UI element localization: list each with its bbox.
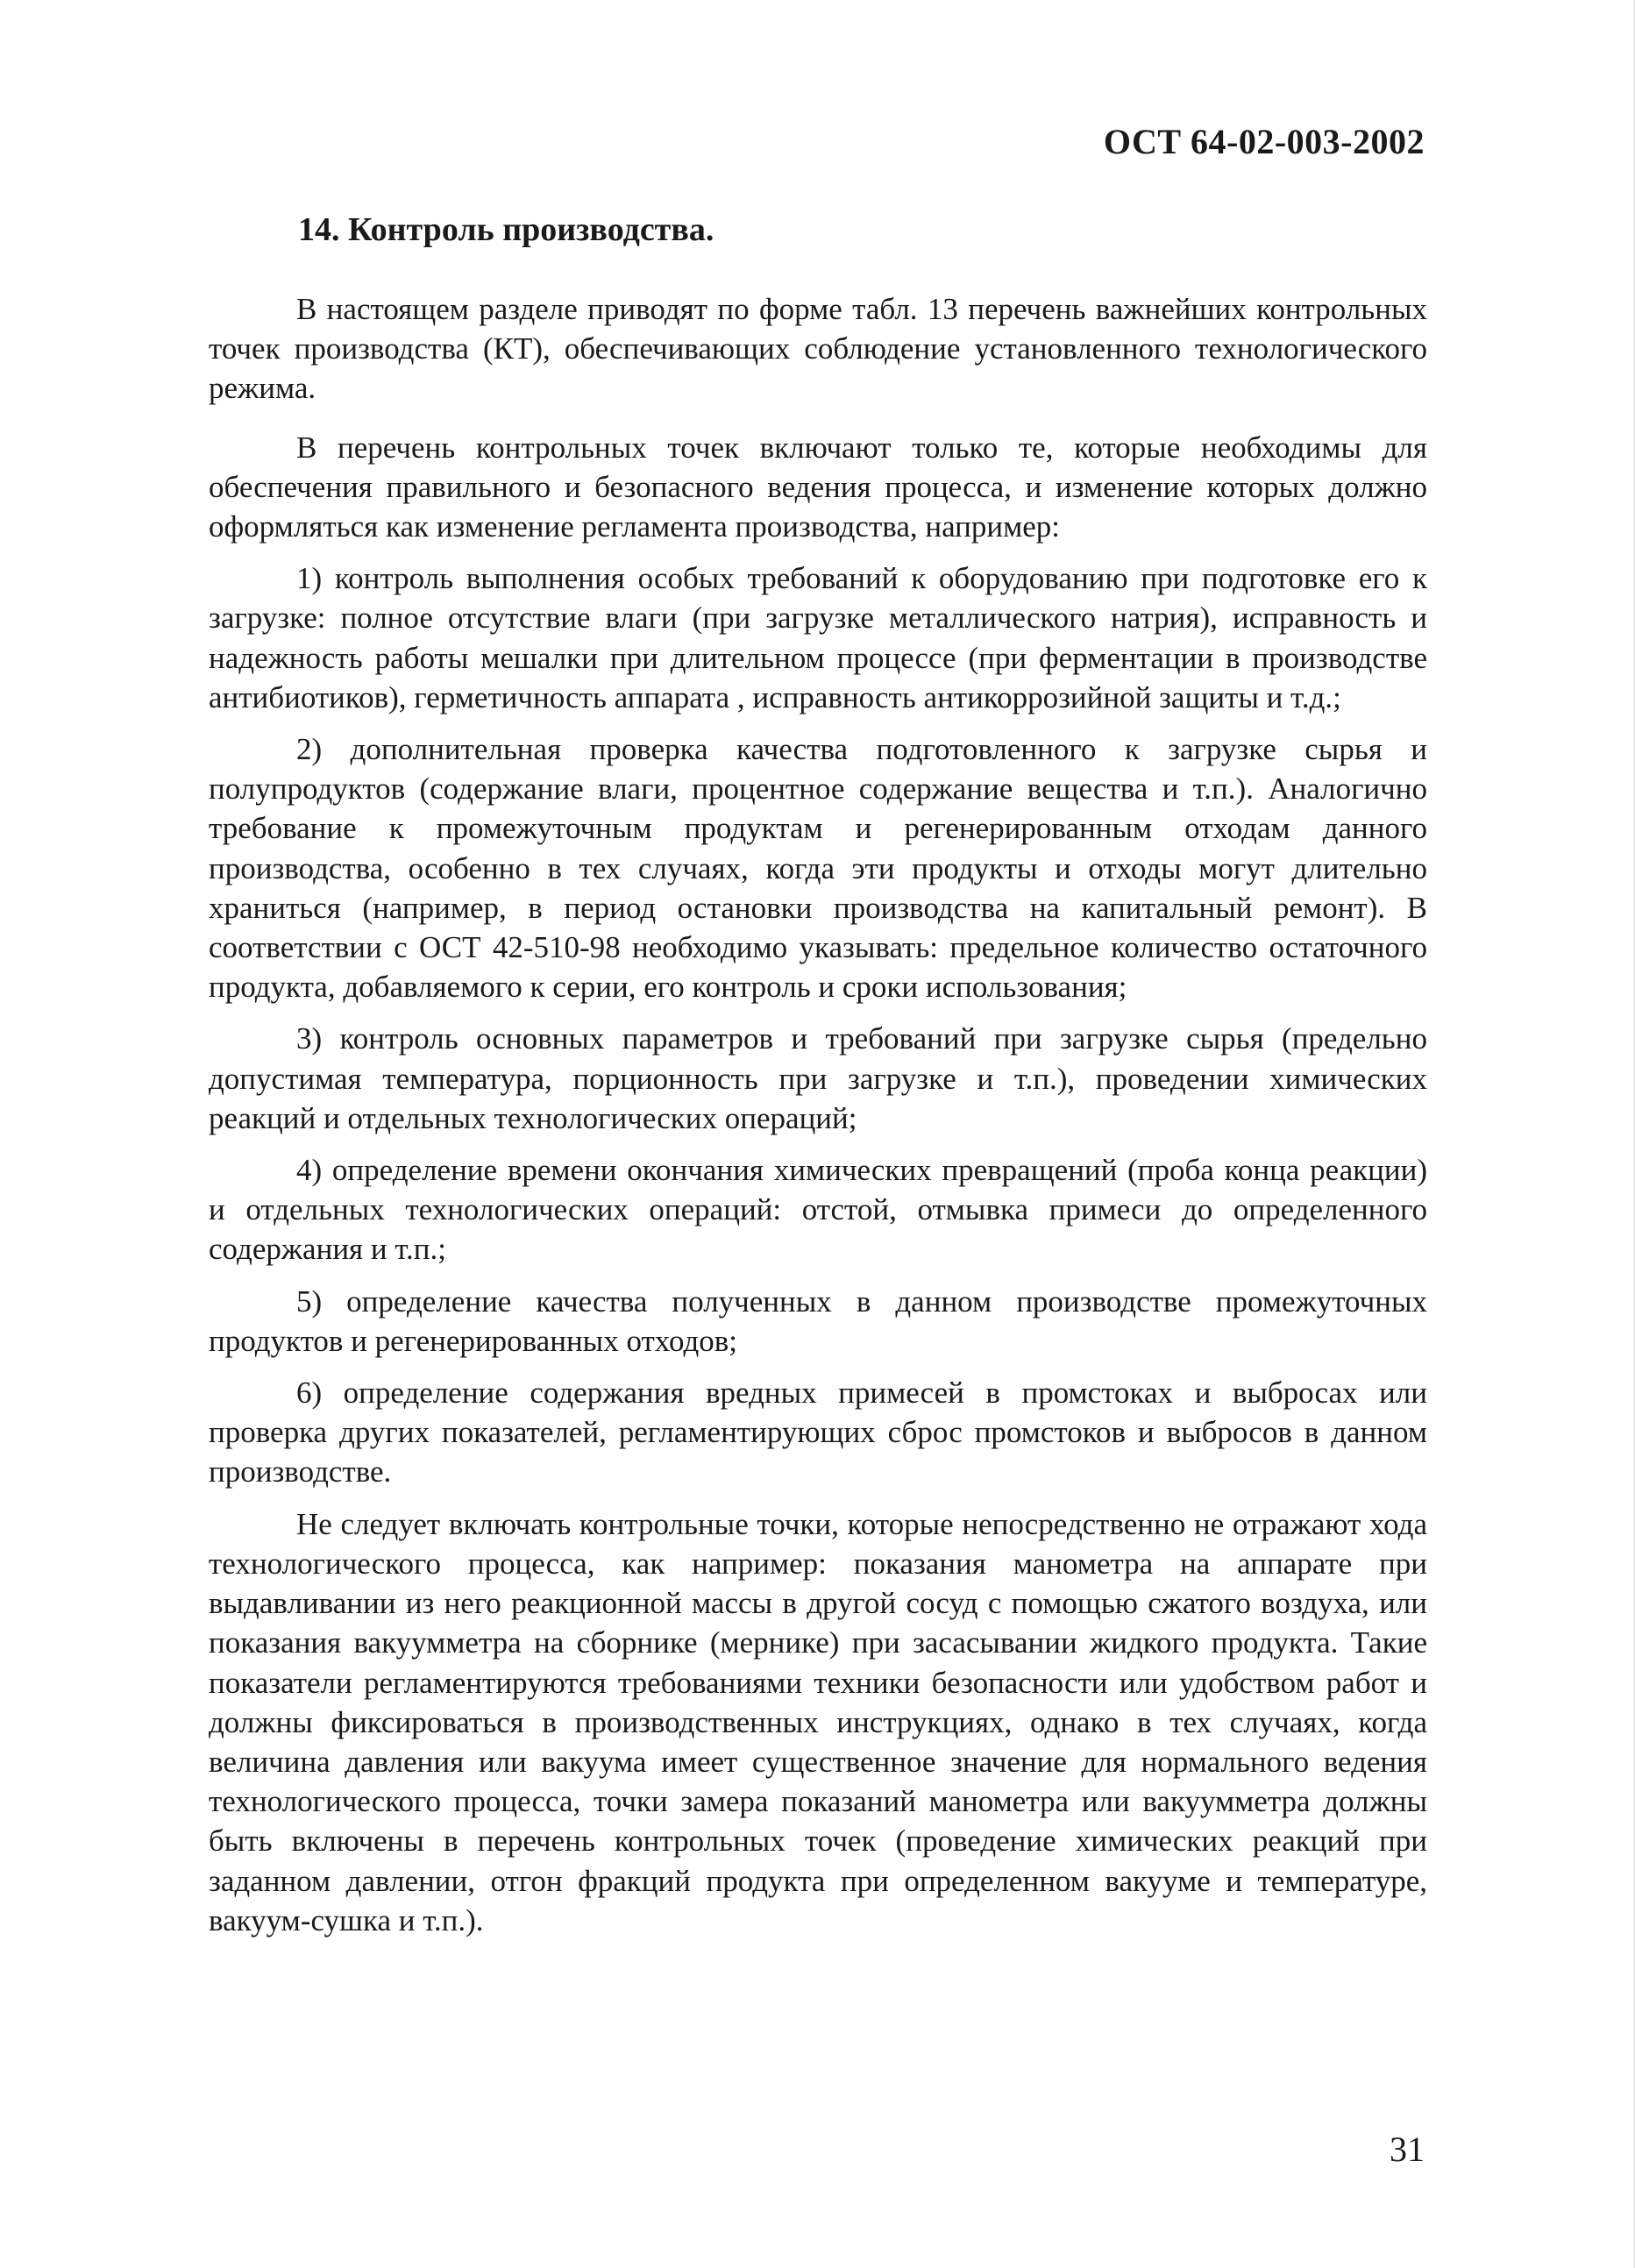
list-item-1-equipment-control: 1) контроль выполнения особых требований к оборудованию при подготовке его к загрузке: полное отсутствие влаги (при загрузке металлического натрия), исправность и надежность работы мешалки при длительном процессе (при ферментации в производстве антибиотиков), герметичность аппарата , исправность антикоррозийной защиты и т.д.; xyxy=(209,561,1427,715)
paragraph-exclusions: Не следует включать контрольные точки, которые непосредственно не отражают хода технологического процесса, как например: показания манометра на аппарате при выдавливании из него реакционной массы в другой сосуд с помощью сжатого воздуха, или показания вакуумметра на сборнике (мернике) при засасывании жидкого продукта. Такие показатели регламентируются требованиями техники безопасности или удобством работ и должны фиксироваться в производственных инструкциях, однако в тех случаях, когда величина давления или вакуума имеет существенное значение для нормального ведения технологического процесса, точки замера показаний манометра или вакуумметра должны быть включены в перечень контрольных точек (проведение химических реакций при заданном давлении, отгон фракций продукта при определенном вакууме и температуре, вакуум-сушка и т.п.). xyxy=(209,1506,1427,1937)
page-number: 31 xyxy=(1390,2129,1425,2169)
list-item-3-parameter-control: 3) контроль основных параметров и требований при загрузке сырья (предельно допустимая температура, порционность при загрузке и т.п.), проведении химических реакций и отдельных технологических операций; xyxy=(209,1021,1427,1135)
paragraph-intro: В настоящем разделе приводят по форме табл. 13 перечень важнейших контрольных точек производства (КТ), обеспечивающих соблюдение установленного технологического режима. xyxy=(209,292,1427,406)
list-item-2-raw-material-check: 2) дополнительная проверка качества подготовленного к загрузке сырья и полупродуктов (содержание влаги, процентное содержание вещества и т.п.). Аналогично требование к промежуточным продуктам и регенерированным отходам данного производства, особенно в тех случаях, когда эти продукты и отходы могут длительно храниться (например, в период остановки производства на капитальный ремонт). В соответствии с ОСТ 42-510-98 необходимо указывать: предельное количество остаточного продукта, добавляемого к серии, его контроль и сроки использования; xyxy=(209,732,1427,1005)
paragraph-checkpoints-scope: В перечень контрольных точек включают только те, которые необходимы для обеспечения правильного и безопасного ведения процесса, и изменение которых должно оформляться как изменение регламента производства, например: xyxy=(209,430,1427,544)
list-item-6-emissions: 6) определение содержания вредных примесей в промстоках и выбросах или проверка других показателей, регламентирующих сброс промстоков и выбросов в данном производстве. xyxy=(209,1376,1427,1489)
section-title: 14. Контроль производства. xyxy=(298,211,714,248)
document-code: ОСТ 64-02-003-2002 xyxy=(1103,122,1425,161)
list-item-4-reaction-end: 4) определение времени окончания химических превращений (проба конца реакции) и отдельных технологических операций: отстой, отмывка примеси до определенного содержания и т.п.; xyxy=(209,1153,1427,1267)
section-body xyxy=(209,289,1427,1952)
list-item-5-intermediate-quality: 5) определение качества полученных в данном производстве промежуточных продуктов и регенерированных отходов; xyxy=(209,1283,1427,1358)
